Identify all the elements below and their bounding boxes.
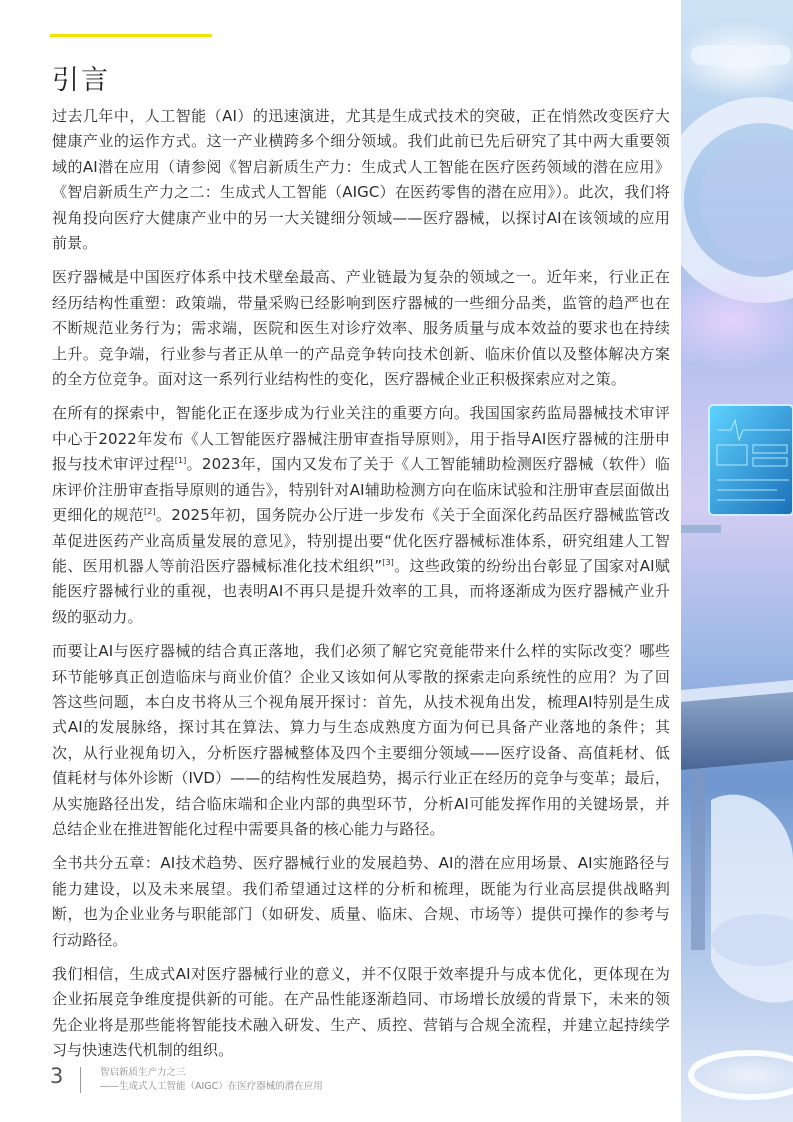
paragraph-5: 全书共分五章：AI技术趋势、医疗器械行业的发展趋势、AI的潜在应用场景、AI实施路径与能力建设，以及未来展望。我们希望通过这样的分析和梳理，既能为行业高层提供战略判断，也为企业业务与职能部门（如研发、质量、临床、合规、市场等）提供可操作的参考与行动路径。 (52, 854, 670, 949)
paragraph-4: 而要让AI与医疗器械的结合真正落地，我们必须了解它究竟能带来什么样的实际改变？哪些环节能够真正创造临床与商业价值？企业又该如何从零散的探索走向系统性的应用？为了回答这些问题，本白皮书将从三个视角展开探讨：首先，从技术视角出发，梳理AI特别是生成式AI的发展脉络，探讨其在算法、算力与生态成熟度方面为何已具备产业落地的条件；其次，从行业视角切入，分析医疗器械整体及四个主要细分领域——医疗设备、高值耗材、低值耗材与体外诊断（IVD）——的结构性发展趋势，揭示行业正在经历的竞争与变革；最后，从实施路径出发，结合临床端和企业内部的典型环节，分析AI可能发挥作用的关键场景，并总结企业在推进智能化过程中需要具备的核心能力与路径。 (52, 642, 670, 838)
paragraph-2: 医疗器械是中国医疗体系中技术壁垒最高、产业链最为复杂的领域之一。近年来，行业正在经历结构性重塑：政策端，带量采购已经影响到医疗器械的一些细分品类，监管的趋严也在不断规范业务行为；需求端，医院和医生对诊疗效率、服务质量与成本效益的要求也在持续上升。竞争端，行业参与者正从单一的产品竞争转向技术创新、临床价值以及整体解决方案的全方位竞争。面对这一系列行业结构性的变化，医疗器械企业正积极探索应对之策。 (52, 268, 670, 389)
page-title: 引言 (52, 65, 110, 96)
paragraph-3-part-b: 。2023年，国内又发布了关于《人工智能辅助检测医疗器械（软件）临床评价注册审查指导原则的通告》，特别针对AI辅助检测方向在临床试验和注册审查层面做出更细化的规范 (52, 455, 670, 525)
footer-divider (80, 1067, 81, 1093)
paragraph-6: 我们相信，生成式AI对医疗器械行业的意义，并不仅限于效率提升与成本优化，更体现在为企业拓展竞争维度提供新的可能。在产品性能逐渐趋同、市场增长放缓的背景下，未来的领先企业将是那些能将智能技术融入研发、生产、质控、营销与合规全流程，并建立起持续学习与快速迭代机制的组织。 (52, 965, 670, 1060)
body-content (52, 104, 670, 1073)
medical-equipment-art (681, 0, 793, 1122)
medical-equipment-illustration (681, 0, 793, 1122)
paragraph-3-part-d: 。这些政策的纷纷出台彰显了国家对AI赋能医疗器械行业的重视，也表明AI不再只是提升效率的工具，而将逐渐成为医疗器械产业升级的驱动力。 (52, 556, 670, 626)
paragraph-3-part-c: 。2025年初，国务院办公厅进一步发布《关于全面深化药品医疗器械监管改革促进医药产业高质量发展的意见》，特别提出要“优化医疗器械标准体系，研究组建人工智能、医用机器人等前沿医疗器械标准化技术组织” (52, 506, 670, 575)
reference-2: [2] (144, 507, 156, 517)
paragraph-1: 过去几年中，人工智能（AI）的迅速演进，尤其是生成式技术的突破，正在悄然改变医疗大健康产业的运作方式。这一产业横跨多个细分领域。我们此前已先后研究了其中两大重要领域的AI潜在应用（请参阅《智启新质生产力：生成式人工智能在医疗医药领域的潜在应用》《智启新质生产力之二：生成式人工智能（AIGC）在医药零售的潜在应用》）。此次，我们将视角投向医疗大健康产业中的另一大关键细分领域——医疗器械，以探讨AI在该领域的应用前景。 (52, 107, 670, 253)
page-number: 3 (50, 1064, 64, 1088)
title-accent-bar (50, 34, 212, 37)
reference-3: [3] (382, 557, 394, 567)
paragraph-3 (52, 401, 670, 630)
footer-series-title: 智启新质生产力之三 (100, 1067, 186, 1078)
paragraph-3-part-a: 在所有的探索中，智能化正在逐步成为行业关注的重要方向。我国国家药监局器械技术审评中心于2022年发布《人工智能医疗器械注册审查指导原则》，用于指导AI医疗器械的注册申报与技术审评过程 (52, 404, 670, 474)
footer-subtitle: ——生成式人工智能（AIGC）在医疗器械的潜在应用 (100, 1081, 323, 1092)
reference-1: [1] (174, 456, 187, 466)
